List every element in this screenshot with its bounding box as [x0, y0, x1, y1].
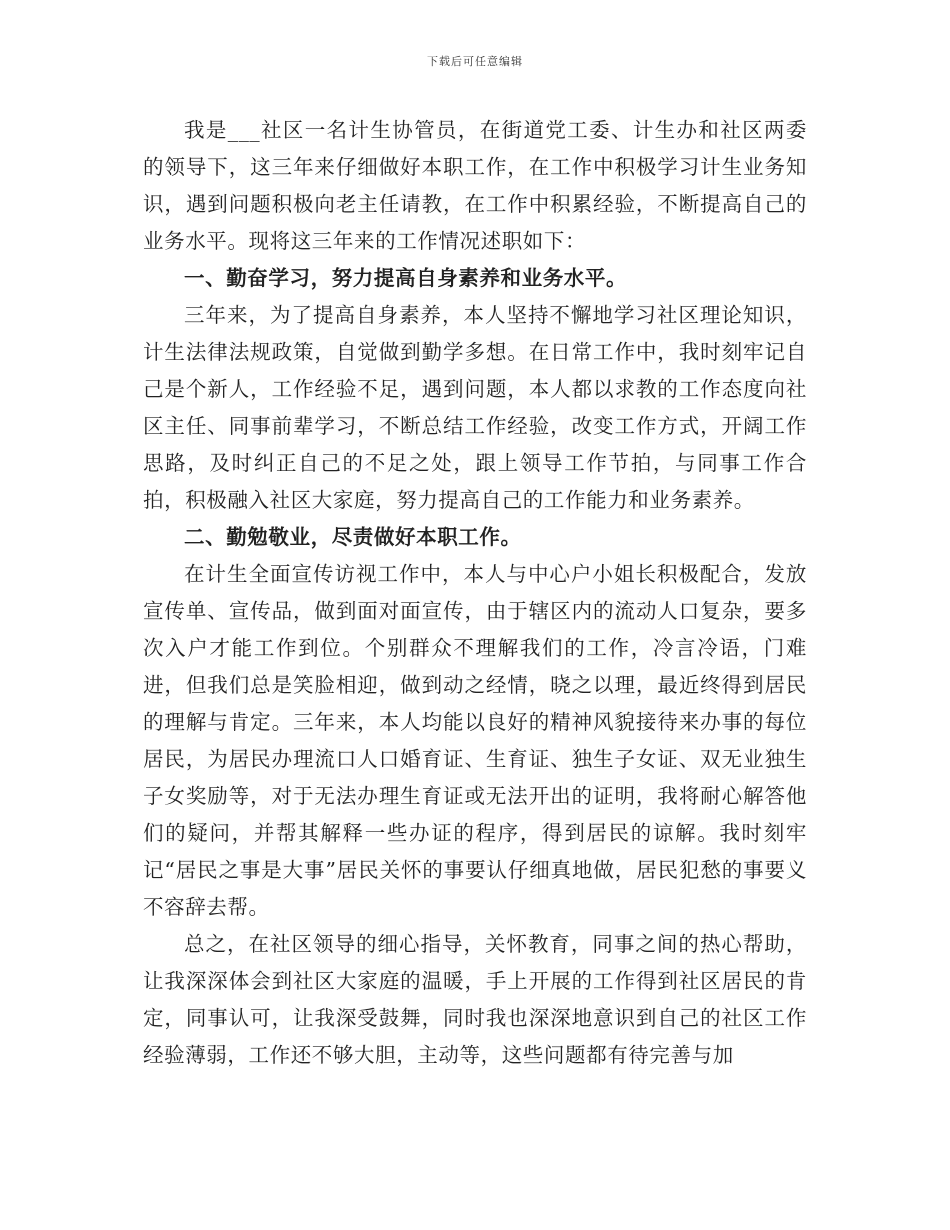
section-2-paragraph: 在计生全面宣传访视工作中，本人与中心户小姐长积极配合，发放宣传单、宣传品，做到面对面宣传，由于辖区内的流动人口复杂，要多次入户才能工作到位。个别群众不理解我们的工作，冷言冷语，门难进，但我们总是笑脸相迎，做到动之经情，晓之以理，最近终得到居民的理解与肯定。三年来，本人均能以良好的精神风貌接待来办事的每位居民，为居民办理流口人口婚育证、生育证、独生子女证、双无业独生子女奖励等，对于无法办理生育证或无法开出的证明，我将耐心解答他们的疑问，并帮其解释一些办证的程序，得到居民的谅解。我时刻牢记“居民之事是大事”居民关怀的事要认仔细真地做，居民犯愁的事要义不容辞去帮。 [143, 562, 807, 919]
section-2-heading: 二、勤勉敬业，尽责做好本职工作。 [184, 525, 522, 549]
page-header-note: 下载后可任意编辑 [427, 55, 523, 68]
conclusion-paragraph: 总之，在社区领导的细心指导，关怀教育，同事之间的热心帮助，让我深深体会到社区大家庭的温暖，手上开展的工作得到社区居民的肯定，同事认可，让我深受鼓舞，同时我也深深地意识到自己的社区工作经验薄弱，工作还不够大胆，主动等，这些问题都有待完善与加 [143, 932, 807, 1067]
section-1-heading: 一、勤奋学习，努力提高自身素养和业务水平。 [184, 266, 628, 290]
intro-paragraph: 我是___社区一名计生协管员，在街道党工委、计生办和社区两委的领导下，这三年来仔细做好本职工作，在工作中积极学习计生业务知识，遇到问题积极向老主任请教，在工作中积累经验，不断提高自己的业务水平。现将这三年来的工作情况述职如下： [143, 118, 807, 253]
document-body [143, 112, 807, 1074]
section-1-paragraph: 三年来，为了提高自身素养，本人坚持不懈地学习社区理论知识，计生法律法规政策，自觉做到勤学多想。在日常工作中，我时刻牢记自己是个新人，工作经验不足，遇到问题，本人都以求教的工作态度向社区主任、同事前辈学习，不断总结工作经验，改变工作方式，开阔工作思路，及时纠正自己的不足之处，跟上领导工作节拍，与同事工作合拍，积极融入社区大家庭，努力提高自己的工作能力和业务素养。 [143, 303, 807, 512]
